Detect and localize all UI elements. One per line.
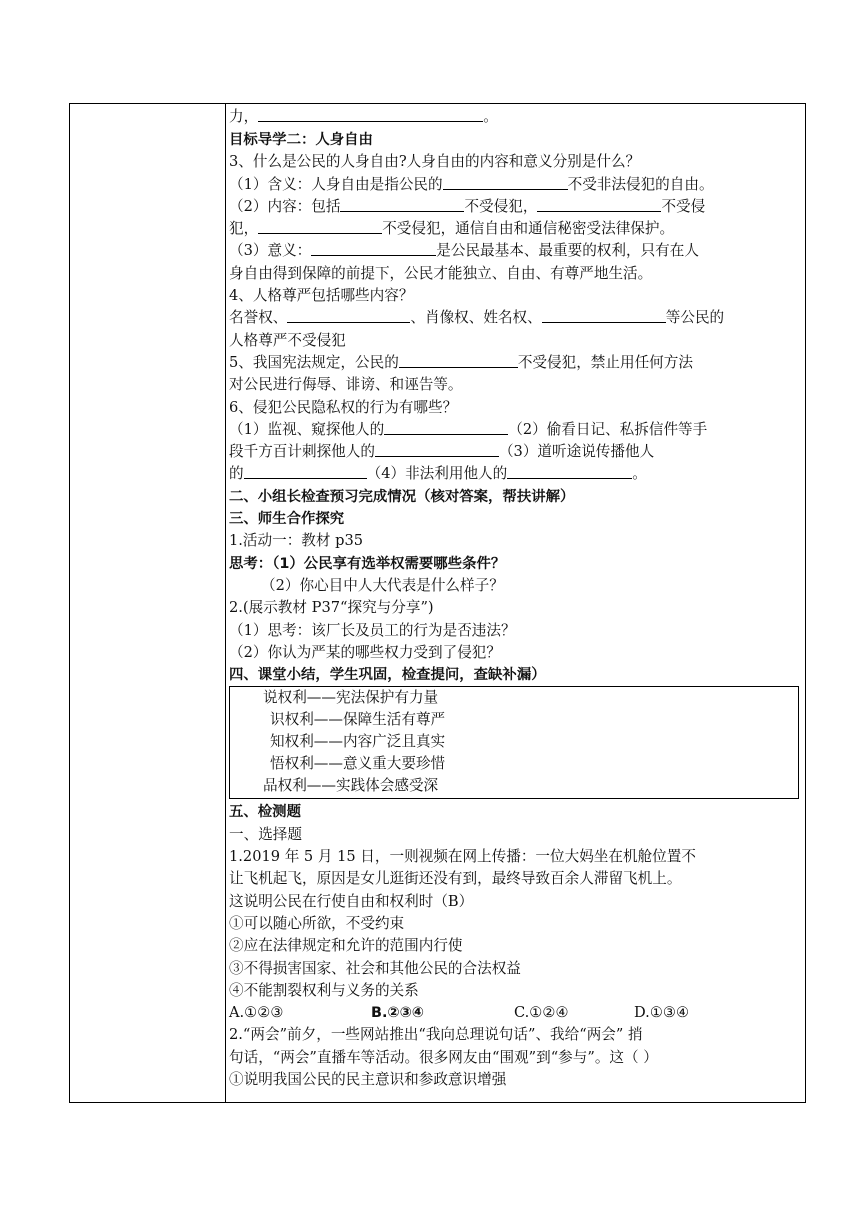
line-text: 不受侵犯，禁止用任何方法 — [517, 353, 693, 371]
summary-line: 识权利——保障生活有尊严 — [270, 711, 446, 729]
question-text: 这说明公民在行使自由和权利时（B） — [229, 892, 474, 910]
text-line: 1.活动一：教材 p35 — [229, 532, 364, 550]
text-line: 身自由得到保障的前提下，公民才能独立、自由、有尊严地生活。 — [229, 264, 653, 282]
text-line — [229, 307, 803, 329]
line-text: 。 — [632, 465, 647, 483]
line-text: （1）监视、窥探他人的 — [229, 420, 385, 438]
text-line: （2）你心目中人大代表是什么样子？ — [261, 576, 504, 594]
section-heading: 四、课堂小结，学生巩固，检查提问，查缺补漏） — [229, 667, 546, 684]
choice-b: B.②③④ — [371, 1005, 424, 1022]
line-text: 不受侵犯，通信自由和通信秘密受法律保护。 — [382, 220, 675, 238]
answer-blank[interactable] — [542, 308, 666, 323]
choice-c: C.①②④ — [514, 1004, 569, 1022]
summary-box — [229, 686, 799, 799]
line-text: 5、我国宪法规定，公民的 — [229, 353, 399, 371]
text-line: 一、选择题 — [229, 825, 302, 843]
summary-line: 悟权利——意义重大要珍惜 — [270, 755, 446, 773]
text-line: 对公民进行侮辱、诽谤、和诬告等。 — [229, 376, 463, 394]
question-text: 1.2019 年 5 月 15 日，一则视频在网上传播：一位大妈坐在机舱位置不 — [229, 848, 696, 866]
line-text: 的 — [229, 465, 244, 483]
choice-d: D.①③④ — [634, 1004, 690, 1022]
answer-blank[interactable] — [287, 308, 410, 323]
summary-line: 知权利——内容广泛且真实 — [270, 733, 446, 751]
summary-line: 说权利——宪法保护有力量 — [263, 689, 439, 707]
question-text: 句话，“两会”直播车等活动。很多网友由“围观”到“参与”。这（ ） — [229, 1048, 658, 1066]
section-heading: 五、检测题 — [229, 804, 301, 821]
text-line: 2.(展示教材 P37“探究与分享”) — [229, 599, 434, 617]
section-heading: 目标导学二：人身自由 — [229, 132, 373, 148]
worksheet-table — [69, 103, 806, 1103]
line-text: （3）意义： — [229, 242, 312, 260]
choice-a: A.①②③ — [229, 1004, 284, 1022]
section-heading: 三、师生合作探究 — [229, 511, 345, 528]
content-cell — [229, 104, 803, 1091]
question-text: 6、侵犯公民隐私权的行为有哪些？ — [229, 398, 458, 416]
option-text: ①可以随心所欲，不受约束 — [229, 914, 405, 932]
line-text: 段千方百计刺探他人的 — [229, 443, 375, 461]
text-line — [229, 419, 803, 441]
text-line — [229, 240, 803, 262]
answer-blank[interactable] — [244, 464, 367, 479]
answer-blank[interactable] — [375, 442, 499, 457]
answer-blank[interactable] — [443, 175, 568, 190]
text-line: （2）你认为严某的哪些权力受到了侵犯？ — [229, 643, 501, 661]
left-column-cell — [70, 104, 226, 1102]
think-prompt: 思考：（1）公民享有选举权需要哪些条件？ — [229, 555, 506, 572]
line-text: 。 — [483, 108, 498, 125]
answer-blank[interactable] — [507, 464, 632, 479]
text-line — [229, 463, 803, 485]
text-line — [229, 352, 803, 374]
section-heading: 二、小组长检查预习完成情况（核对答案，帮扶讲解） — [229, 488, 575, 505]
line-text: 、肖像权、姓名权、 — [410, 309, 542, 327]
line-text: 等公民的 — [665, 309, 725, 327]
text-line — [229, 218, 803, 240]
line-text: 不受非法侵犯的自由。 — [567, 175, 714, 193]
line-text: 不受侵 — [661, 197, 706, 215]
answer-choices — [229, 1002, 803, 1024]
text-line — [229, 104, 803, 129]
line-text: 是公民最基本、最重要的权利，只有在人 — [436, 242, 699, 260]
line-text: 不受侵犯， — [464, 197, 538, 215]
text-line: 人格尊严不受侵犯 — [229, 331, 346, 349]
question-text: 让飞机起飞，原因是女儿逛街还没有到，最终导致百余人滞留飞机上。 — [229, 870, 682, 888]
question-text: ①说明我国公民的民主意识和参政意识增强 — [229, 1070, 507, 1088]
text-line — [229, 196, 803, 218]
text-line: （1）思考：该厂长及员工的行为是否违法？ — [229, 621, 516, 639]
line-text: 犯， — [229, 220, 259, 238]
question-text: 2.“两会”前夕，一些网站推出“我向总理说句话”、我给“两会” 捎 — [229, 1026, 643, 1044]
text-line — [229, 174, 803, 196]
line-text: （2）偷看日记、私拆信件等手 — [508, 420, 708, 438]
answer-blank[interactable] — [258, 107, 483, 122]
answer-blank[interactable] — [340, 197, 464, 212]
answer-blank[interactable] — [384, 420, 508, 435]
answer-blank[interactable] — [311, 241, 436, 256]
question-text: 3、什么是公民的人身自由?人身自由的内容和意义分别是什么？ — [229, 153, 641, 171]
line-text: 名誉权、 — [229, 309, 288, 327]
option-text: ④不能割裂权利与义务的关系 — [229, 981, 419, 999]
line-text: 力， — [229, 108, 259, 125]
line-text: （2）内容：包括 — [229, 197, 341, 215]
line-text: （3）道听途说传播他人 — [498, 443, 655, 461]
answer-blank[interactable] — [399, 353, 518, 368]
answer-blank[interactable] — [258, 219, 382, 234]
answer-blank[interactable] — [537, 197, 661, 212]
option-text: ③不得损害国家、社会和其他公民的合法权益 — [229, 959, 521, 977]
option-text: ②应在法律规定和允许的范围内行使 — [229, 937, 463, 955]
summary-wrapper — [229, 686, 803, 801]
line-text: （1）含义：人身自由是指公民的 — [229, 175, 443, 193]
question-text: 4、人格尊严包括哪些内容？ — [229, 287, 414, 305]
line-text: （4）非法利用他人的 — [366, 465, 508, 483]
text-line — [229, 441, 803, 463]
summary-line: 品权利——实践体会感受深 — [263, 777, 439, 795]
